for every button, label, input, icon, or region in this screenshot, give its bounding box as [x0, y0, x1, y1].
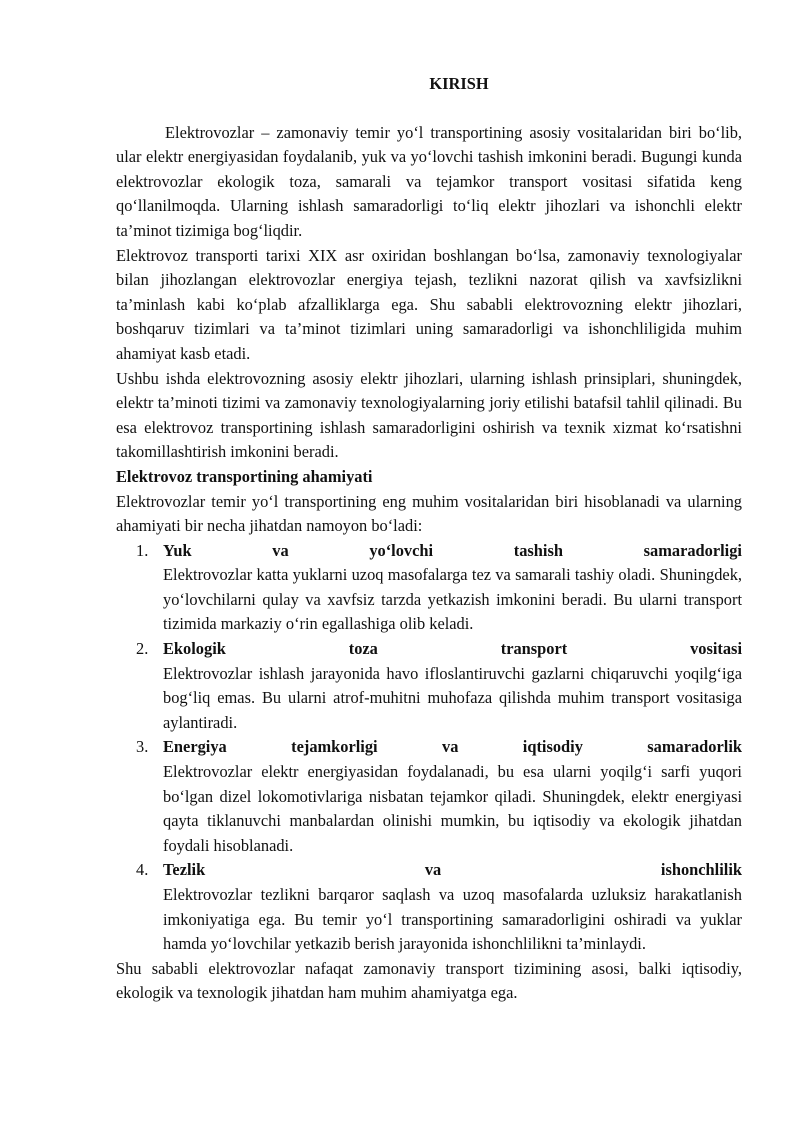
list-item — [116, 637, 742, 735]
importance-list — [116, 539, 742, 957]
conclusion-paragraph: Shu sababli elektrovozlar nafaqat zamonaviy transport tizimining asosi, balki iqtisodiy, ekologik va texnologik jihatdan ham muhim ahamiyatga ega. — [116, 958, 742, 1003]
intro-paragraph-2: Elektrovoz transporti tarixi XIX asr oxiridan boshlangan bo‘lsa, zamonaviy texnologiyalar bilan jihozlangan elektrovozlar energiya tejash, tezlikni nazorat qilish va xavfsizlikni ta’minlash kabi ko‘plab afzalliklarga ega. Shu sababli elektrovozning elektr jihozlari, boshqaruv tizimlari va ta’minot tizimlari uning samaradorligi va ishonchliligida muhim ahamiyat kasb etadi. — [116, 245, 742, 363]
list-item-heading: Yuk va yo‘lovchi tashish samaradorligi — [163, 540, 742, 560]
list-item-number: 2. — [136, 639, 149, 659]
list-item-body: Elektrovozlar tezlikni barqaror saqlash va uzoq masofalarda uzluksiz harakatlanish imkoniyatiga ega. Bu temir yo‘l transportining samaradorligini oshiradi va yuklar hamda yo‘lovchilar yetkazib berish jarayonida ishonchlilikni ta’minlaydi. — [163, 885, 742, 954]
list-item-heading: Ekologik toza transport vositasi — [163, 639, 742, 659]
intro-paragraph-3: Ushbu ishda elektrovozning asosiy elektr jihozlari, ularning ishlash prinsiplari, shuningdek, elektr ta’minoti tizimi va zamonaviy texnologiyalarning joriy etilishi batafsil tahlil qilinadi. Bu esa elektrovoz transportining ishlash samaradorligini oshirish va texnik xizmat ko‘rsatishni takomillashtirish imkonini beradi. — [116, 368, 742, 462]
list-item — [116, 539, 742, 637]
section-intro: Elektrovozlar temir yo‘l transportining eng muhim vositalaridan biri hisoblanadi va ularning ahamiyati bir necha jihatdan namoyon bo‘ladi: — [116, 491, 742, 536]
list-item-number: 1. — [136, 540, 149, 560]
list-item-body: Elektrovozlar elektr energiyasidan foydalanadi, bu esa ularni yoqilg‘i sarfi yuqori bo‘lgan dizel lokomotivlariga nisbatan tejamkor qiladi. Shuningdek, elektr energiyasi qayta tiklanuvchi manbalardan olinishi mumkin, bu iqtisodiy va ekologik jihatdan foydali hisoblanadi. — [163, 762, 742, 855]
list-item — [116, 858, 742, 956]
section-heading: Elektrovoz transportining ahamiyati — [116, 466, 373, 486]
list-item-number: 3. — [136, 737, 149, 757]
list-item-body: Elektrovozlar ishlash jarayonida havo ifloslantiruvchi gazlarni chiqaruvchi yoqilg‘iga bog‘liq emas. Bu ularni atrof-muhitni muhofaza qilishda muhim transport vositasiga aylantiradi. — [163, 663, 742, 732]
list-item-body: Elektrovozlar katta yuklarni uzoq masofalarga tez va samarali tashiy oladi. Shuningdek, yo‘lovchilarni qulay va xavfsiz tarzda yetkazish imkonini beradi. Bu ularni transport tizimida markaziy o‘rin egallashiga olib keladi. — [163, 565, 742, 634]
list-item-heading: Energiya tejamkorligi va iqtisodiy samaradorlik — [163, 737, 742, 757]
page-title: KIRISH — [429, 74, 489, 93]
list-item — [116, 735, 742, 858]
list-item-heading: Tezlik va ishonchlilik — [163, 860, 742, 880]
list-item-number: 4. — [136, 860, 149, 880]
document-page — [116, 72, 742, 1006]
intro-paragraph-1: Elektrovozlar – zamonaviy temir yo‘l transportining asosiy vositalaridan biri bo‘lib, ular elektr energiyasidan foydalanib, yuk va yo‘lovchi tashish imkonini beradi. Bugungi kunda elektrovozlar ekologik toza, samarali va tejamkor transport vositasi sifatida keng qo‘llanilmoqda. Ularning ishlash samaradorligi to‘liq elektr jihozlari va ishonchli elektr ta’minot tizimiga bog‘liqdir. — [116, 122, 742, 240]
